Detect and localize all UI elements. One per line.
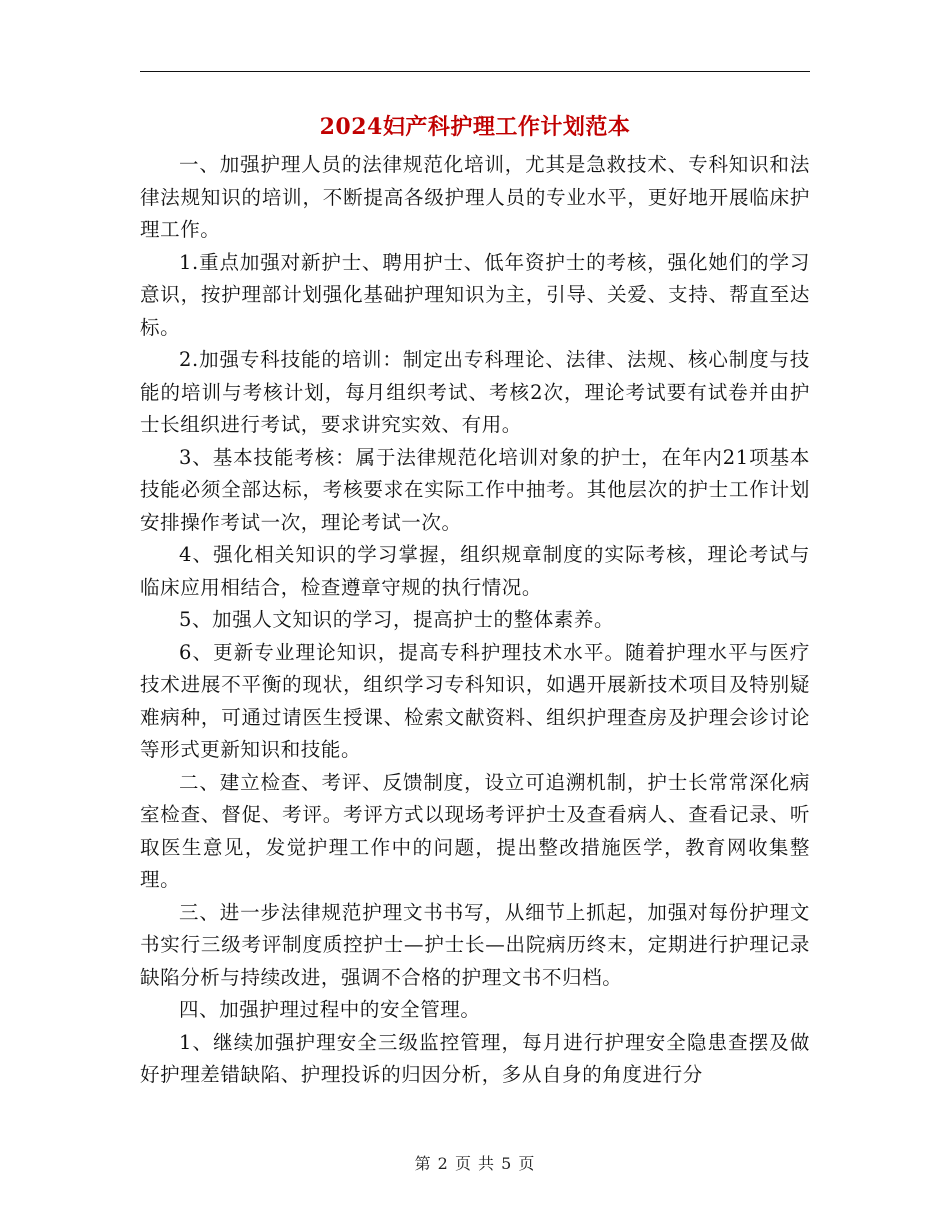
paragraph: 4、强化相关知识的学习掌握，组织规章制度的实际考核，理论考试与临床应用相结合，检查遵章守规的执行情况。 xyxy=(140,543,810,599)
page-number: 第 2 页 共 5 页 xyxy=(414,1154,536,1173)
paragraph: 二、建立检查、考评、反馈制度，设立可追溯机制，护士长常常深化病室检查、督促、考评。考评方式以现场考评护士及查看病人、查看记录、听取医生意见，发觉护理工作中的问题，提出整改措施医学，教育网收集整理。 xyxy=(140,770,810,891)
document-body xyxy=(140,149,810,1092)
paragraph: 6、更新专业理论知识，提高专科护理技术水平。随着护理水平与医疗技术进展不平衡的现状，组织学习专科知识，如遇开展新技术项目及特别疑难病种，可通过请医生授课、检索文献资料、组织护理查房及护理会诊讨论等形式更新知识和技能。 xyxy=(140,640,810,761)
header-rule xyxy=(140,71,810,72)
document-title: 2024妇产科护理工作计划范本 xyxy=(319,114,631,140)
paragraph: 3、基本技能考核：属于法律规范化培训对象的护士，在年内21项基本技能必须全部达标，考核要求在实际工作中抽考。其他层次的护士工作计划安排操作考试一次，理论考试一次。 xyxy=(140,445,810,534)
paragraph: 2.加强专科技能的培训：制定出专科理论、法律、法规、核心制度与技能的培训与考核计划，每月组织考试、考核2次，理论考试要有试卷并由护士长组织进行考试，要求讲究实效、有用。 xyxy=(140,348,810,436)
paragraph: 1.重点加强对新护士、聘用护士、低年资护士的考核，强化她们的学习意识，按护理部计划强化基础护理知识为主，引导、关爱、支持、帮直至达标。 xyxy=(140,250,810,339)
paragraph: 四、加强护理过程中的安全管理。 xyxy=(179,998,481,1021)
paragraph: 一、加强护理人员的法律规范化培训，尤其是急救技术、专科知识和法律法规知识的培训，不断提高各级护理人员的专业水平，更好地开展临床护理工作。 xyxy=(140,153,810,241)
paragraph: 三、进一步法律规范护理文书书写，从细节上抓起，加强对每份护理文书实行三级考评制度质控护士—护士长—出院病历终末，定期进行护理记录缺陷分析与持续改进，强调不合格的护理文书不归档。 xyxy=(140,900,810,989)
paragraph: 1、继续加强护理安全三级监控管理，每月进行护理安全隐患查摆及做好护理差错缺陷、护理投诉的归因分析，多从自身的角度进行分 xyxy=(140,1030,810,1086)
paragraph: 5、加强人文知识的学习，提高护士的整体素养。 xyxy=(179,608,615,631)
